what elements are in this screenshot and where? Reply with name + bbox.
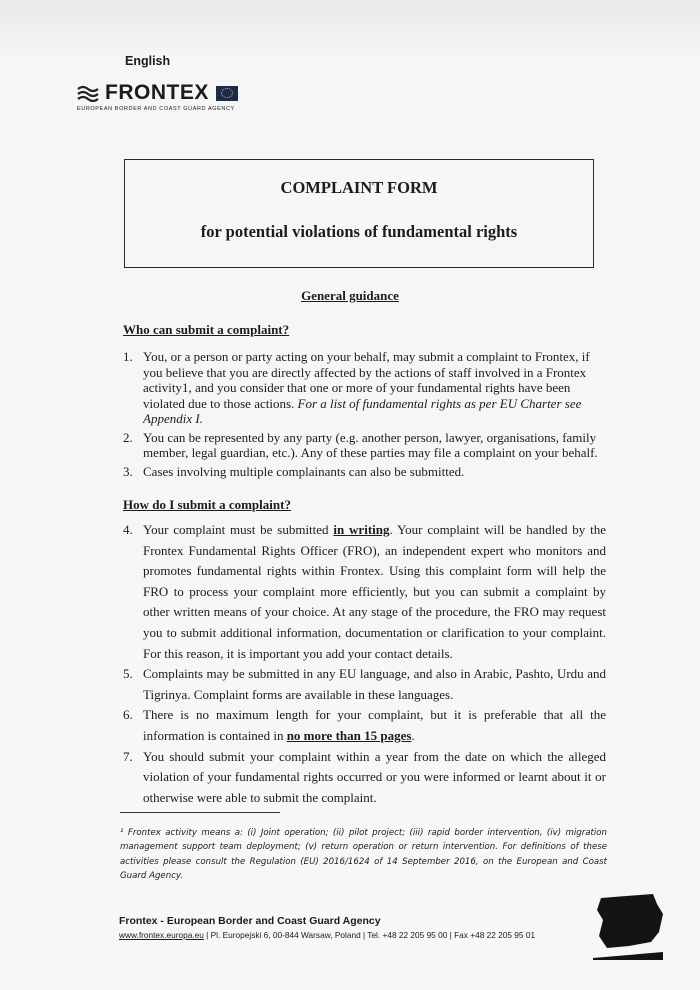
item-number: 7. xyxy=(123,748,133,764)
waves-icon xyxy=(77,84,99,102)
list-item xyxy=(123,464,606,480)
title-box xyxy=(124,159,594,268)
footnote: ¹ Frontex activity means a: (i) Joint operation; (ii) pilot project; (iii) rapid border intervention, (iv) migration management support team deployment; (v) return operation or return intervention. For definitions of these activities please consult the Regulation (EU) 2016/1624 of 14 September 2016, on the European and Coast Guard Agency. xyxy=(120,828,607,882)
list-item xyxy=(123,747,606,809)
redaction-mark xyxy=(593,892,665,960)
footer-address: | Pl. Europejski 6, 00-844 Warsaw, Poland | Tel. +48 22 205 95 00 | Fax +48 22 205 95 01 xyxy=(203,930,536,940)
item-text: There is no maximum length for your complaint, but it is preferable that all the information is contained in xyxy=(143,707,606,743)
list-item xyxy=(123,430,606,461)
list-item xyxy=(123,664,606,705)
guidance-heading: General guidance xyxy=(301,288,399,303)
eu-flag-icon xyxy=(216,86,238,101)
form-title: COMPLAINT FORM xyxy=(280,178,438,197)
item-text: . Your complaint will be handled by the Frontex Fundamental Rights Officer (FRO), an independent expert who monitors and promotes fundamental rights within Frontex. Using this complaint form will help the FRO to process your complaint more efficiently, but you can submit a complaint by other written means of your choice. At any stage of the procedure, the FRO may request you to submit additional information, documentation or clarification to your complaint. For this reason, it is important you add your contact details. xyxy=(143,522,606,661)
item-number: 6. xyxy=(123,707,133,723)
item-text: You should submit your complaint within a year from the date on which the alleged violation of your fundamental rights occurred or you were informed or learnt about it or otherwise were able to submit the complaint. xyxy=(143,748,606,805)
section-who-list xyxy=(123,349,606,482)
form-subtitle: for potential violations of fundamental rights xyxy=(200,222,518,241)
list-item xyxy=(123,520,606,664)
item-text: Your complaint must be submitted xyxy=(143,522,334,537)
language-label: English xyxy=(125,54,171,68)
item-number: 4. xyxy=(123,522,133,537)
frontex-logo xyxy=(77,82,238,112)
item-number: 2. xyxy=(123,429,133,445)
item-number: 5. xyxy=(123,666,133,682)
footer-website-link[interactable]: www.frontex.europa.eu xyxy=(119,930,204,940)
list-item xyxy=(123,349,606,427)
section-how-list xyxy=(123,520,606,808)
footer-contact xyxy=(119,930,589,940)
item-number: 3. xyxy=(123,463,133,479)
item-text: You can be represented by any party (e.g. another person, lawyer, organisations, family member, legal guardian, etc.). Any of these parties may file a complaint on your behalf. xyxy=(143,429,598,460)
logo-name: FRONTEX xyxy=(105,81,209,104)
item-emphasis: in writing xyxy=(333,522,390,537)
item-emphasis: no more than 15 pages xyxy=(286,727,412,743)
footer-agency-name: Frontex - European Border and Coast Guard Agency xyxy=(119,915,381,927)
list-item xyxy=(123,705,606,746)
section-heading-who: Who can submit a complaint? xyxy=(123,322,290,337)
item-text: Cases involving multiple complainants can also be submitted. xyxy=(143,463,465,479)
item-text: You, or a person or party acting on your behalf, may submit a complaint to Frontex, if you believe that you are directly affected by the actions of staff involved in a Frontex activity1, and you consider that one or more of your fundamental rights have been violated due to those actions. xyxy=(143,349,590,411)
section-heading-how: How do I submit a complaint? xyxy=(123,497,291,512)
item-text: . xyxy=(411,727,415,743)
item-number: 1. xyxy=(123,349,133,364)
logo-subtitle: EUROPEAN BORDER AND COAST GUARD AGENCY xyxy=(77,106,235,112)
footnote-divider xyxy=(120,812,280,813)
item-text: Complaints may be submitted in any EU language, and also in Arabic, Pashto, Urdu and Tigrinya. Complaint forms are available in these languages. xyxy=(143,666,606,702)
item-text-italic: For a list of fundamental rights as per EU Charter see Appendix I. xyxy=(143,395,582,426)
